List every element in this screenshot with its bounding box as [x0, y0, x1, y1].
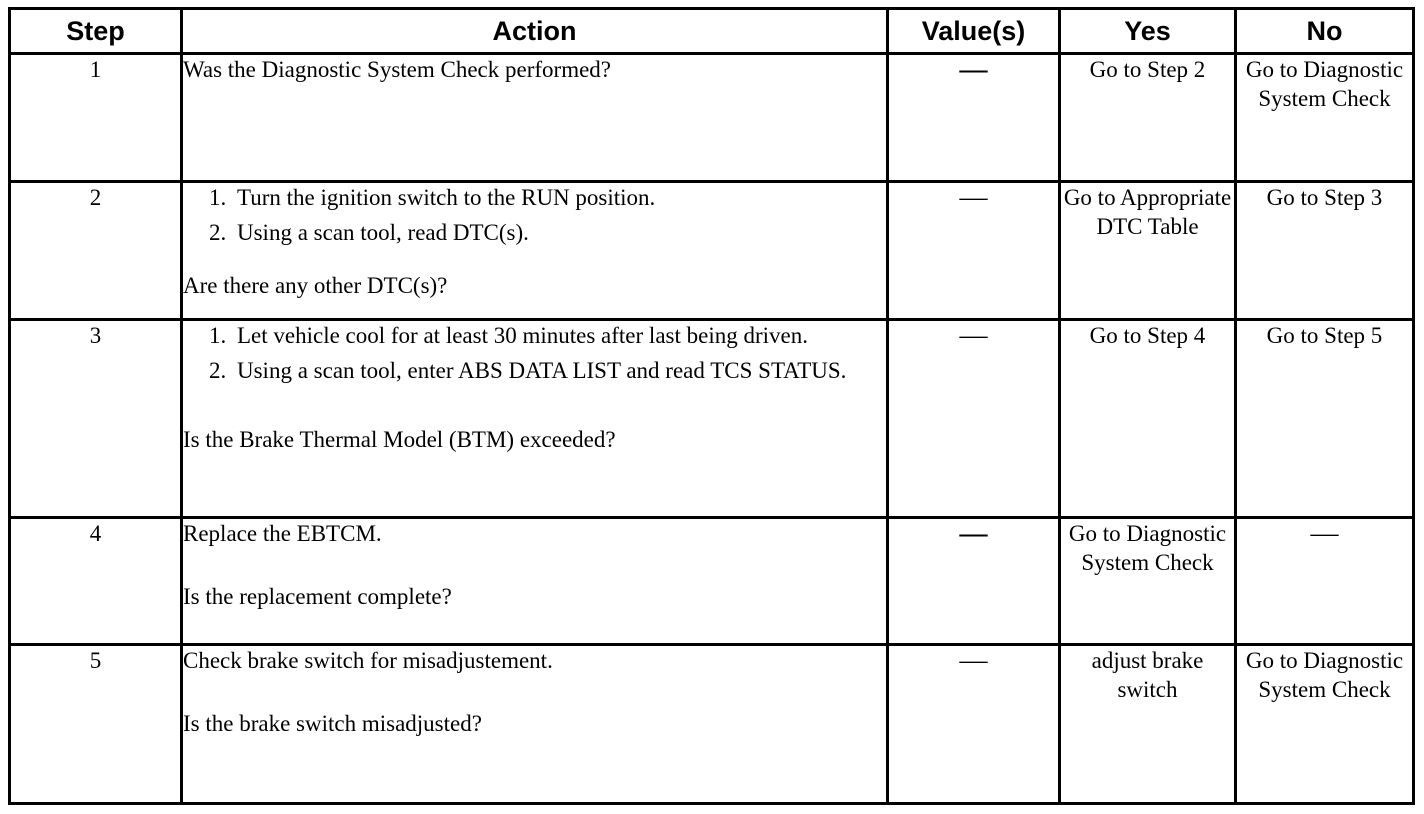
substep-list	[183, 183, 886, 247]
action-cell	[182, 54, 888, 182]
no-cell: Go to Diagnostic System Check	[1236, 645, 1414, 804]
substep-item	[209, 356, 886, 385]
substep-list	[183, 321, 886, 385]
step-number: 5	[10, 645, 182, 804]
table-row	[10, 181, 1414, 319]
value-dash: —	[959, 319, 988, 351]
substep-text: Let vehicle cool for at least 30 minutes after last being driven.	[237, 322, 808, 348]
yes-cell: Go to Appropriate DTC Table	[1060, 181, 1236, 319]
value-dash: —	[959, 181, 988, 213]
action-cell	[182, 517, 888, 645]
value-dash: —	[959, 645, 988, 677]
header-no: No	[1236, 9, 1414, 54]
action-cell	[182, 181, 888, 319]
substep-number: 2.	[209, 219, 227, 245]
header-row	[10, 9, 1414, 54]
substep-item	[209, 321, 886, 350]
action-question: Is the brake switch misadjusted?	[183, 711, 482, 737]
action-text: Check brake switch for misadjustement.	[183, 648, 553, 674]
action-text: Was the Diagnostic System Check performed?	[183, 57, 612, 82]
value-cell	[888, 319, 1060, 517]
action-cell	[182, 645, 888, 804]
value-cell	[888, 54, 1060, 182]
substep-number: 1.	[209, 184, 227, 210]
header-step: Step	[10, 9, 182, 54]
value-cell	[888, 645, 1060, 804]
step-number: 2	[10, 181, 182, 319]
substep-text: Using a scan tool, enter ABS DATA LIST and read TCS STATUS.	[237, 357, 847, 383]
action-text: Replace the EBTCM.	[183, 520, 382, 546]
yes-cell: Go to Step 4	[1060, 319, 1236, 517]
value-dash: —	[959, 54, 988, 85]
step-number: 1	[10, 54, 182, 182]
table-row	[10, 319, 1414, 517]
step-number: 4	[10, 517, 182, 645]
table-row	[10, 517, 1414, 645]
header-values: Value(s)	[888, 9, 1060, 54]
value-cell	[888, 517, 1060, 645]
action-question: Are there any other DTC(s)?	[183, 272, 448, 298]
value-dash: —	[959, 517, 988, 549]
header-action: Action	[182, 9, 888, 54]
no-cell: Go to Step 5	[1236, 319, 1414, 517]
no-cell: Go to Diagnostic System Check	[1236, 54, 1414, 182]
no-cell: Go to Step 3	[1236, 181, 1414, 319]
diagnostic-table-document	[8, 7, 1412, 805]
value-cell	[888, 181, 1060, 319]
substep-number: 1.	[209, 322, 227, 348]
step-number: 3	[10, 319, 182, 517]
diagnostic-table	[8, 7, 1415, 805]
substep-text: Turn the ignition switch to the RUN position.	[237, 184, 656, 210]
yes-cell: Go to Step 2	[1060, 54, 1236, 182]
yes-cell: Go to Diagnostic System Check	[1060, 517, 1236, 645]
action-question: Is the Brake Thermal Model (BTM) exceeded?	[183, 426, 616, 452]
table-row	[10, 54, 1414, 182]
no-dash: —	[1310, 517, 1339, 549]
no-cell	[1236, 517, 1414, 645]
substep-number: 2.	[209, 357, 227, 383]
substep-text: Using a scan tool, read DTC(s).	[237, 219, 529, 245]
action-question: Is the replacement complete?	[183, 583, 452, 609]
substep-item	[209, 183, 886, 212]
substep-item	[209, 218, 886, 247]
header-yes: Yes	[1060, 9, 1236, 54]
action-cell	[182, 319, 888, 517]
yes-cell: adjust brake switch	[1060, 645, 1236, 804]
table-row	[10, 645, 1414, 804]
